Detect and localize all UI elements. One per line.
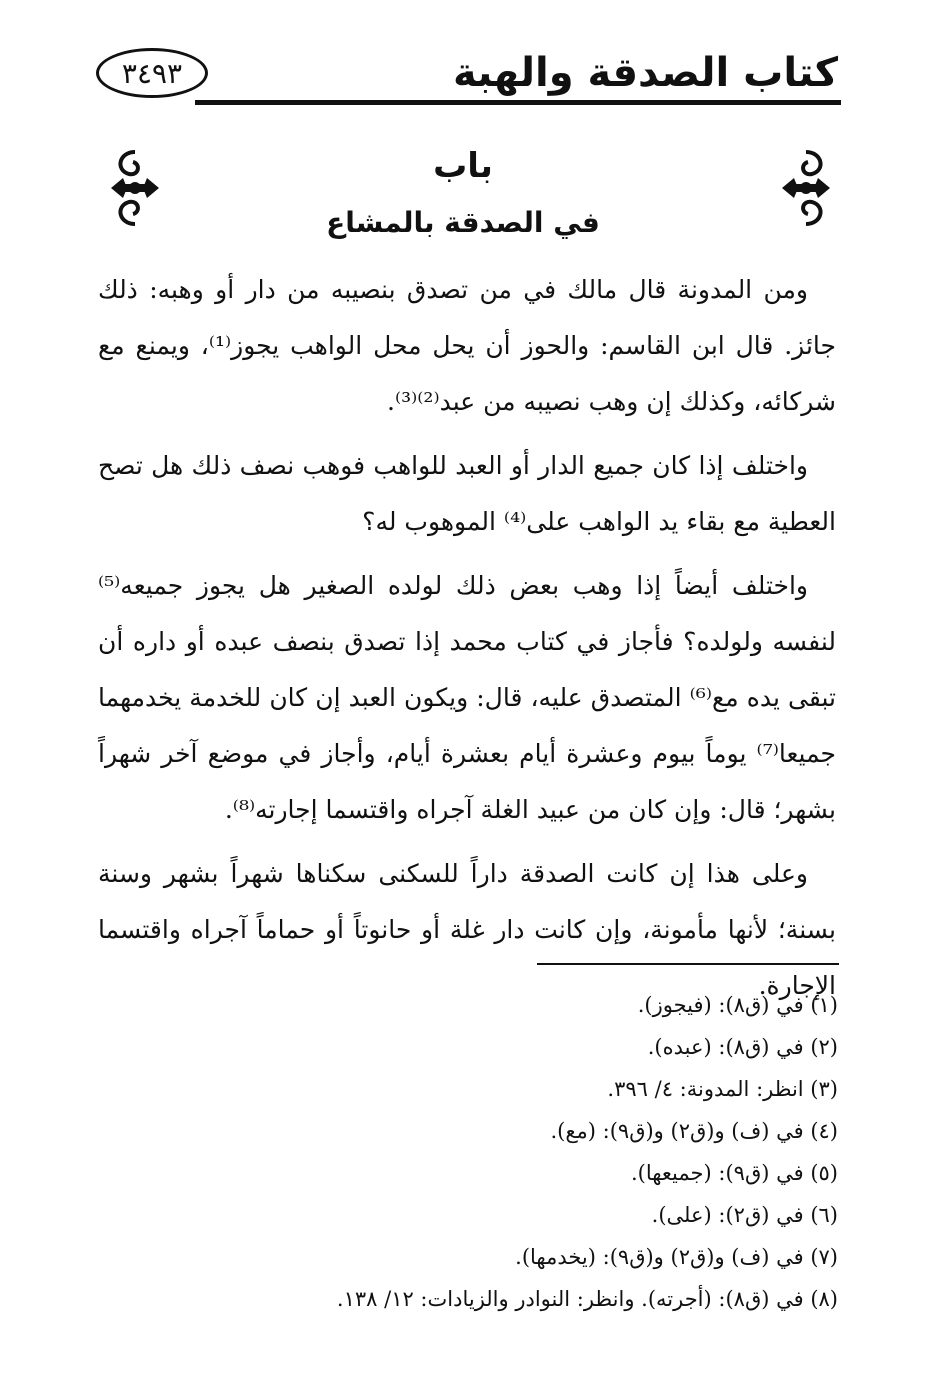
footnote: (٦) في (ق٢): (على). <box>651 1203 838 1227</box>
page-number-badge <box>96 48 208 98</box>
paragraph: واختلف أيضاً إذا وهب بعض ذلك لولده الصغير هل يجوز جميعه⁽⁵⁾ لنفسه ولولده؟ فأجاز في كتاب محمد إذا تصدق بنصف عبده أو داره أن تبقى يده مع⁽⁶⁾ المتصدق عليه، قال: ويكون العبد إن كان للخدمة يخدمهما جميعا⁽⁷⁾ يوماً بيوم وعشرة أيام بعشرة أيام، وأجاز في موضع آخر شهراً بشهر؛ قال: وإن كان من عبيد الغلة آجراه واقتسما إجارته⁽⁸⁾. <box>98 571 836 824</box>
chapter-title: باب <box>433 146 493 186</box>
chapter-subtitle: في الصدقة بالمشاع <box>326 206 600 239</box>
paragraph: واختلف إذا كان جميع الدار أو العبد للواهب فوهب نصف ذلك هل تصح العطية مع بقاء يد الواهب على⁽⁴⁾ الموهوب له؟ <box>98 451 836 536</box>
header-rule <box>195 100 841 105</box>
footnote: (٧) في (ف) و(ق٢) و(ق٩): (يخدمها). <box>515 1245 838 1269</box>
footnote: (٢) في (ق٨): (عبده). <box>647 1035 838 1059</box>
paragraph: وعلى هذا إن كانت الصدقة داراً للسكنى سكناها شهراً بشهر وسنة بسنة؛ لأنها مأمونة، وإن كانت دار غلة أو حانوتاً أو حماماً آجراه واقتسما الإجارة. <box>98 859 836 1000</box>
footnote-separator <box>537 963 839 965</box>
footnote: (٤) في (ف) و(ق٢) و(ق٩): (مع). <box>550 1119 838 1143</box>
footnote: (٥) في (ق٩): (جميعها). <box>630 1161 838 1185</box>
footnotes <box>100 984 838 1320</box>
footnote: (١) في (ق٨): (فيجوز). <box>637 993 838 1017</box>
book-title: كتاب الصدقة والهبة <box>453 50 838 96</box>
footnote: (٣) انظر: المدونة: ٤/ ٣٩٦. <box>607 1077 838 1101</box>
paragraph: ومن المدونة قال مالك في من تصدق بنصيبه من دار أو وهبه: ذلك جائز. قال ابن القاسم: والحوز أن يحل محل الواهب يجوز⁽¹⁾، ويمنع مع شركائه، وكذلك إن وهب نصيبه من عبد⁽²⁾⁽³⁾. <box>98 275 836 416</box>
footnote: (٨) في (ق٨): (أجرته). وانظر: النوادر والزيادات: ١٢/ ١٣٨. <box>336 1287 838 1311</box>
body-text <box>98 262 836 1022</box>
page-number: ٣٤٩٣ <box>121 56 183 90</box>
